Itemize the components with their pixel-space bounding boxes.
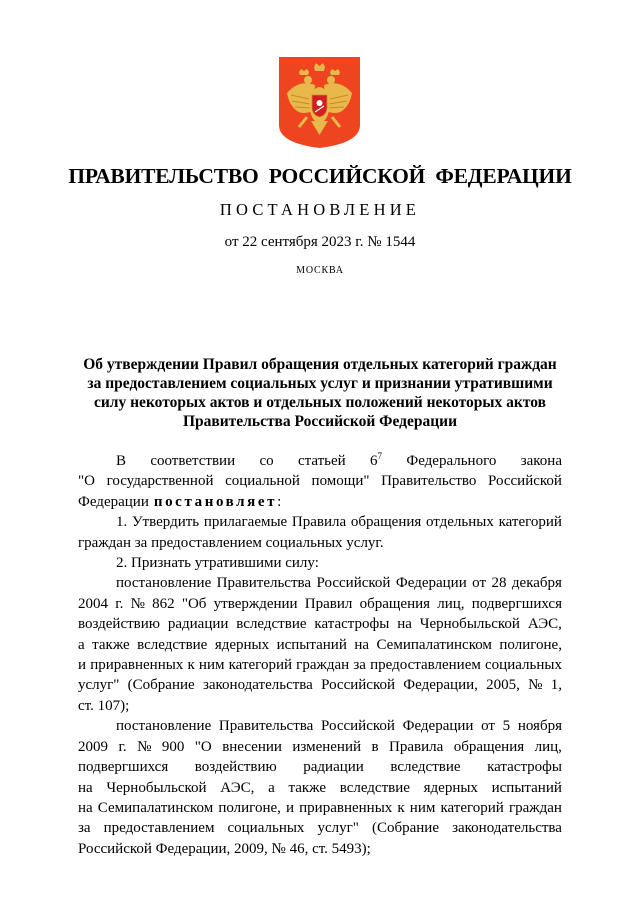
act-1-line: и приравненных к ним категорий граждан за предоставлением социальных: [78, 657, 562, 674]
item-2-line: 2. Признать утратившими силу:: [116, 555, 319, 572]
act-1-line: а также вследствие ядерных испытаний на Семипалатинском полигоне,: [78, 636, 562, 653]
article-number: $6^7$: [370, 451, 383, 469]
title-line: силу некоторых актов и отдельных положений некоторых актов: [94, 394, 546, 411]
act-2-line: Российской Федерации, 2009, № 46, ст. 5493);: [78, 840, 371, 857]
act-1-line: услуг" (Собрание законодательства Российской Федерации, 2005, № 1,: [78, 677, 562, 694]
act-2-line: 2009 г. № 900 "О внесении изменений в Правила обращения лиц,: [78, 738, 562, 755]
act-1-line: 2004 г. № 862 "Об утверждении Правил обращения лиц, подвергшихся: [78, 595, 562, 612]
item-1-line: 1. Утвердить прилагаемые Правила обращения отдельных категорий: [116, 514, 562, 531]
document-date-number: от 22 сентября 2023 г. № 1544: [224, 234, 416, 250]
government-title: ПРАВИТЕЛЬСТВО РОССИЙСКОЙ ФЕДЕРАЦИИ: [68, 164, 572, 188]
document-city: МОСКВА: [296, 265, 344, 276]
act-1-line: постановление Правительства Российской Федерации от 28 декабря: [116, 575, 562, 592]
coat-of-arms-icon: [277, 55, 362, 150]
act-2-line: на Семипалатинском полигоне, и приравненных к ним категорий граждан: [78, 799, 562, 816]
item-1-line: граждан за предоставлением социальных услуг.: [78, 534, 384, 551]
act-2-line: за предоставлением социальных услуг" (Собрание законодательства: [78, 820, 562, 837]
act-1-line: ст. 107);: [78, 697, 130, 714]
act-2-line: на Чернобыльской АЭС, а также вследствие ядерных испытаний: [78, 779, 562, 796]
title-line: Правительства Российской Федерации: [182, 413, 458, 430]
document-type: ПОСТАНОВЛЕНИЕ: [219, 200, 421, 219]
preamble-line-1: В соответствии со статьей $6^7$ Федерального закона: [78, 451, 562, 471]
document-body: [78, 451, 562, 859]
preamble-line-2: "О государственной социальной помощи" Правительство Российской: [78, 473, 562, 490]
decree-word: постановляет: [153, 493, 278, 510]
title-line: Об утверждении Правил обращения отдельных категорий граждан: [83, 356, 557, 373]
title-line: за предоставлением социальных услуг и признании утратившими: [87, 375, 553, 392]
act-1-line: воздействию радиации вследствие катастрофы на Чернобыльской АЭС,: [78, 616, 562, 633]
document-title: [78, 355, 562, 431]
act-2-line: постановление Правительства Российской Федерации от 5 ноября: [116, 718, 562, 735]
preamble-line-3: Федерации постановляет :: [78, 492, 562, 512]
act-2-line: подвергшихся воздействию радиации вследствие катастрофы: [78, 759, 562, 776]
